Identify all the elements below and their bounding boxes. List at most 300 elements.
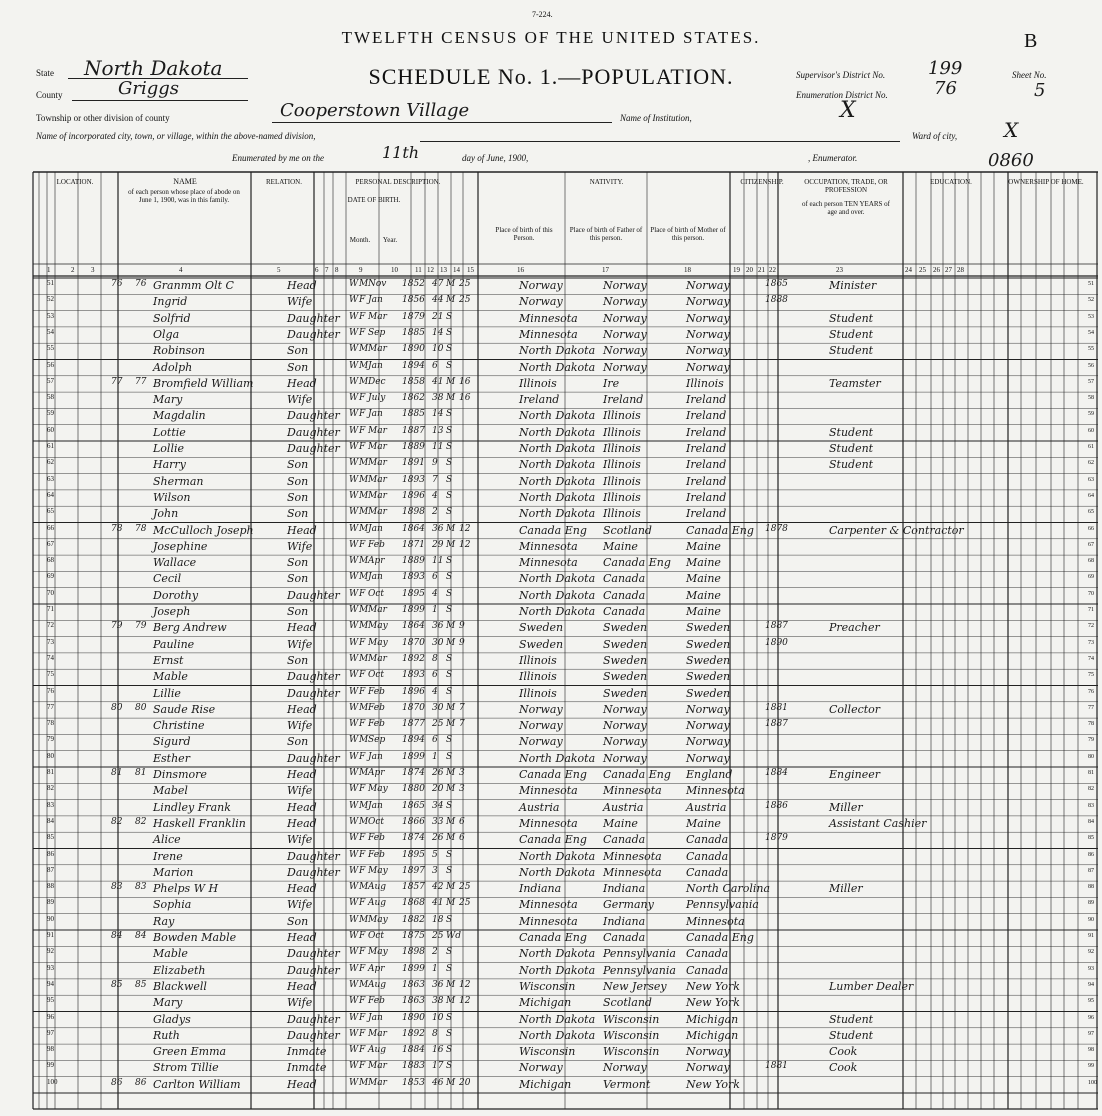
cell-name: Harry [153,458,186,472]
cell-relation: Head [287,931,317,944]
cell-month: Mar [368,311,387,322]
cell-line-right: 61 [1088,444,1094,450]
cell-father: Norway [603,1061,647,1075]
cell-family: 85 [135,979,147,990]
stamp-number: 0860 [988,150,1034,171]
cell-immig: 1887 [765,621,788,632]
cell-color: W [349,327,359,338]
cell-line: 78 [47,719,54,728]
cell-name: Ingrid [153,295,188,309]
cell-month: Mar [368,653,387,664]
cell-line: 69 [47,572,54,581]
cell-mother: Norway [686,279,730,292]
cell-marital: M [446,1077,456,1088]
cell-father: Norway [603,702,647,716]
cell-birth: Indiana [519,882,562,896]
cell-color: W [349,719,359,730]
cell-marital: S [446,327,453,338]
cell-father: Illinois [603,425,641,439]
cell-month: Feb [368,849,385,860]
cell-color: W [349,768,359,778]
cell-line-right: 55 [1088,346,1094,353]
cell-marital: S [446,1045,453,1056]
cell-line-right: 65 [1088,509,1094,516]
cell-name: Wallace [153,556,197,570]
cell-marital: M [446,816,456,827]
cell-father: Ire [603,376,620,390]
cell-color: W [349,605,359,615]
cell-age: 41 [432,898,444,909]
cell-marital: S [446,344,453,355]
cell-birth: Minnesota [519,914,578,928]
column-number: 25 [919,266,926,274]
cell-age: 1 [432,963,438,974]
cell-line-right: 82 [1088,786,1094,793]
cell-age: 33 [432,816,444,827]
cell-age: 2 [432,507,438,518]
cell-years-married: 3 [459,768,465,778]
cell-month: Mar [368,507,387,518]
cell-years-married: 12 [459,539,471,550]
cell-line: 54 [47,327,54,336]
cell-year: 1893 [402,572,425,583]
cell-relation: Son [287,507,309,521]
cell-line: 86 [47,849,54,858]
cell-birth: Norway [519,719,563,733]
cell-father: Illinois [603,474,641,488]
cell-birth: Michigan [519,996,572,1010]
county-label: County [36,90,63,100]
ward-label: Ward of city, [912,131,958,141]
cell-age: 13 [432,425,444,436]
cell-marital: M [446,539,456,550]
cell-birth: Illinois [519,376,557,390]
cell-line-right: 75 [1088,672,1094,679]
header-month: Month. [349,236,371,244]
column-number: 2 [71,266,75,274]
cell-line-right: 67 [1088,541,1094,548]
cell-mother: Norway [686,735,730,749]
cell-birth: North Dakota [519,458,596,472]
cell-name: Ernst [153,653,184,667]
cell-color: W [349,670,359,681]
cell-mother: Norway [686,1045,730,1059]
cell-mother: Ireland [686,458,727,472]
cell-occupation: Student [829,458,874,472]
cell-line-right: 80 [1088,753,1094,760]
cell-color: W [349,637,359,648]
column-number: 4 [179,266,183,274]
cell-father: Canada Eng [603,556,671,570]
cell-year: 1882 [402,914,425,925]
cell-year: 1899 [402,605,425,615]
cell-line: 67 [47,539,54,548]
cell-birth: Sweden [519,621,564,635]
cell-name: Sophia [153,898,192,912]
cell-mother: Norway [686,751,730,765]
cell-name: Lottie [153,425,186,439]
cell-line: 89 [47,898,54,907]
cell-line-right: 85 [1088,835,1094,842]
cell-line: 64 [47,490,54,499]
cell-line: 57 [47,376,54,385]
cell-month: Mar [368,344,387,355]
cell-month: Mar [368,1028,387,1039]
cell-mother: Norway [686,311,730,325]
cell-color: W [349,376,359,387]
cell-line: 82 [47,784,54,793]
cell-year: 1894 [402,360,425,371]
cell-year: 1877 [402,719,425,730]
cell-family: 84 [135,931,147,941]
cell-year: 1899 [402,751,425,762]
cell-line: 68 [47,556,54,565]
cell-name: Cecil [153,572,182,586]
header-nativity: NATIVITY. [589,178,624,186]
cell-line: 75 [47,670,54,679]
cell-name: Ray [153,914,175,928]
cell-father: Ireland [603,393,644,407]
cell-sex: M [359,458,369,469]
cell-years-married: 3 [459,784,465,795]
cell-line-right: 96 [1088,1014,1094,1021]
cell-month: May [368,621,388,632]
cell-line-right: 66 [1088,525,1094,532]
cell-color: W [349,1012,359,1023]
cell-year: 1890 [402,344,425,355]
cell-month: Feb [368,702,385,713]
cell-name: Green Emma [153,1045,227,1059]
cell-mother: Norway [686,344,730,358]
cell-line-right: 63 [1088,476,1094,483]
cell-age: 9 [432,458,438,469]
cell-immig: 1887 [765,719,788,730]
cell-year: 1895 [402,588,425,599]
enumerated-rest: day of June, 1900, [462,153,529,163]
cell-year: 1864 [402,621,425,632]
cell-relation: Wife [287,393,313,407]
cell-father: Sweden [603,686,648,700]
cell-marital: S [446,1012,453,1023]
cell-occupation: Student [829,1028,874,1042]
cell-sex: M [359,816,369,827]
cell-sex: M [359,605,369,615]
cell-mother: Canada Eng [686,931,754,944]
cell-year: 1899 [402,963,425,974]
cell-color: W [349,979,359,990]
cell-age: 41 [432,376,444,387]
cell-name: Berg Andrew [153,621,227,635]
cell-father: Wisconsin [603,1028,660,1042]
cell-sex: M [359,474,369,485]
cell-birth: Canada Eng [519,768,587,781]
cell-mother: Canada Eng [686,523,754,537]
cell-mother: Austria [686,800,727,814]
cell-marital: M [446,898,456,909]
cell-color: W [349,409,359,420]
cell-relation: Head [287,882,317,896]
cell-age: 17 [432,1061,444,1072]
cell-month: Jan [368,409,383,420]
cell-mother: Minnesota [686,914,745,928]
cell-relation: Son [287,605,309,618]
cell-sex: F [359,784,366,795]
cell-birth: North Dakota [519,474,596,488]
cell-sex: F [359,833,366,844]
header-occupation-sub: of each person TEN YEARS of age and over. [801,200,891,216]
enumerated-label: Enumerated by me on the [232,153,324,163]
cell-year: 1897 [402,865,425,876]
cell-father: Sweden [603,621,648,635]
enum-district-value: 76 [934,78,957,99]
cell-mother: Michigan [686,1012,739,1026]
cell-sex: F [359,996,366,1007]
cell-marital: M [446,523,456,534]
cell-mother: North Carolina [686,882,771,896]
cell-relation: Daughter [287,311,340,325]
cell-month: Mar [368,1077,387,1088]
cell-mother: Sweden [686,621,731,635]
cell-age: 8 [432,653,438,664]
cell-father: Indiana [603,914,646,928]
cell-year: 1874 [402,833,425,844]
cell-age: 6 [432,670,438,681]
cell-name: Alice [153,833,181,847]
cell-sex: F [359,1012,366,1023]
cell-birth: North Dakota [519,442,596,455]
cell-sex: F [359,686,366,697]
cell-age: 30 [432,637,444,648]
cell-occupation: Assistant Cashier [829,816,927,830]
cell-line: 71 [47,605,54,613]
cell-marital: S [446,490,453,501]
cell-line: 72 [47,621,54,630]
cell-color: W [349,882,359,893]
cell-line: 62 [47,458,54,467]
cell-relation: Wife [287,833,313,847]
cell-mother: Pennsylvania [686,898,759,912]
cell-father: Minnesota [603,865,662,879]
cell-sex: M [359,621,369,632]
cell-year: 1892 [402,653,425,664]
cell-year: 1894 [402,735,425,746]
cell-color: W [349,279,359,289]
cell-line-right: 73 [1088,639,1094,646]
cell-line: 66 [47,523,54,532]
cell-occupation: Student [829,344,874,358]
supervisor-value: 199 [928,58,963,79]
cell-color: W [349,360,359,371]
cell-color: W [349,556,359,567]
cell-birth: North Dakota [519,507,596,521]
column-number: 10 [391,266,398,274]
cell-dwelling: 84 [111,931,123,941]
cell-line: 97 [47,1028,54,1037]
cell-sex: F [359,539,366,550]
cell-occupation: Carpenter & Contractor [829,523,964,537]
cell-father: Norway [603,327,647,341]
cell-line-right: 86 [1088,851,1094,858]
cell-color: W [349,735,359,746]
cell-color: W [349,572,359,583]
cell-father: Pennsylvania [603,947,676,961]
cell-birth: Norway [519,702,563,716]
cell-relation: Son [287,490,309,504]
cell-father: Wisconsin [603,1012,660,1026]
cell-line-right: 58 [1088,395,1094,402]
cell-sex: M [359,490,369,501]
column-number: 18 [684,266,691,274]
cell-line: 63 [47,474,54,483]
cell-color: W [349,849,359,860]
cell-color: W [349,833,359,844]
cell-line: 56 [47,360,54,369]
header-date-of-birth: DATE OF BIRTH. [347,196,401,204]
cell-marital: M [446,833,456,844]
cell-dwelling: 82 [111,816,123,827]
sheet-value: 5 [1034,80,1046,101]
county-value: Griggs [118,78,180,99]
cell-mother: England [686,768,733,781]
cell-age: 4 [432,490,438,501]
cell-sex: M [359,882,369,893]
cell-year: 1884 [402,1045,425,1056]
cell-sex: M [359,556,369,567]
cell-mother: Canada [686,865,729,879]
cell-year: 1898 [402,947,425,958]
cell-immig: 1881 [765,702,788,713]
cell-line: 53 [47,311,54,320]
cell-sex: F [359,898,366,909]
cell-line: 94 [47,979,54,988]
cell-sex: F [359,393,366,404]
cell-marital: M [446,702,456,713]
cell-immig: 1865 [765,279,788,289]
cell-marital: S [446,556,453,567]
cell-name: Solfrid [153,311,191,325]
cell-sex: M [359,735,369,746]
cell-line-right: 52 [1088,297,1094,304]
cell-father: Illinois [603,442,641,455]
cell-year: 1898 [402,507,425,518]
cell-year: 1857 [402,882,425,893]
cell-relation: Daughter [287,588,340,602]
cell-color: W [349,393,359,404]
cell-relation: Head [287,1077,317,1091]
cell-line: 61 [47,442,54,450]
cell-line: 76 [47,686,54,695]
cell-father: Norway [603,295,647,309]
cell-father: Austria [603,800,644,814]
cell-line-right: 84 [1088,818,1094,825]
cell-birth: North Dakota [519,588,596,602]
cell-line-right: 54 [1088,329,1094,336]
cell-year: 1866 [402,816,425,827]
cell-years-married: 12 [459,979,471,990]
cell-name: Sigurd [153,735,191,749]
cell-father: Norway [603,735,647,749]
cell-color: W [349,751,359,762]
cell-color: W [349,588,359,599]
cell-name: Bowden Mable [153,931,237,944]
cell-marital: M [446,637,456,648]
cell-marital: S [446,588,453,599]
cell-name: Lillie [153,686,181,700]
cell-mother: Ireland [686,442,727,455]
cell-marital: S [446,849,453,860]
cell-sex: F [359,931,366,941]
cell-line: 87 [47,865,54,874]
column-number: 23 [836,266,843,274]
cell-relation: Son [287,474,309,488]
column-number: 19 [733,266,740,274]
cell-year: 1858 [402,376,425,387]
cell-line-right: 87 [1088,867,1094,874]
cell-color: W [349,507,359,518]
cell-marital: S [446,865,453,876]
cell-color: W [349,458,359,469]
cell-line: 60 [47,425,54,434]
cell-relation: Son [287,914,309,928]
cell-mother: Sweden [686,686,731,700]
cell-age: 20 [432,784,444,795]
cell-age: 36 [432,979,444,990]
cell-birth: North Dakota [519,963,596,977]
cell-color: W [349,865,359,876]
cell-line: 52 [47,295,54,304]
cell-sex: F [359,947,366,958]
cell-line-right: 92 [1088,949,1094,956]
cell-month: Feb [368,996,385,1007]
cell-birth: North Dakota [519,490,596,504]
cell-immig: 1878 [765,523,788,534]
cell-line-right: 70 [1088,590,1094,597]
cell-name: Ruth [153,1028,180,1042]
cell-relation: Son [287,360,309,374]
cell-month: Jan [368,800,383,811]
cell-age: 47 [432,279,444,289]
cell-mother: Ireland [686,409,727,423]
cell-mother: New York [686,996,740,1010]
cell-father: Canada [603,588,646,602]
cell-sex: M [359,914,369,925]
cell-birth: Norway [519,1061,563,1075]
cell-relation: Wife [287,539,313,553]
column-number: 6 [315,266,319,274]
cell-line-right: 97 [1088,1030,1094,1037]
cell-age: 25 [432,719,444,730]
cell-father: Vermont [603,1077,651,1091]
census-title: TWELFTH CENSUS OF THE UNITED STATES. [341,28,761,47]
cell-father: Pennsylvania [603,963,676,977]
cell-marital: M [446,719,456,730]
township-label: Township or other division of county [36,113,170,123]
cell-marital: M [446,621,456,632]
column-number: 15 [467,266,474,274]
cell-sex: F [359,1061,366,1072]
cell-name: Josephine [153,539,208,553]
cell-line: 79 [47,735,54,744]
cell-line-right: 53 [1088,313,1094,320]
cell-age: 36 [432,621,444,632]
cell-line: 59 [47,409,54,418]
cell-relation: Wife [287,996,313,1010]
cell-name: Marion [153,865,194,879]
cell-line: 70 [47,588,54,597]
cell-name: Lollie [153,442,184,455]
cell-line: 85 [47,833,54,842]
cell-marital: S [446,507,453,518]
